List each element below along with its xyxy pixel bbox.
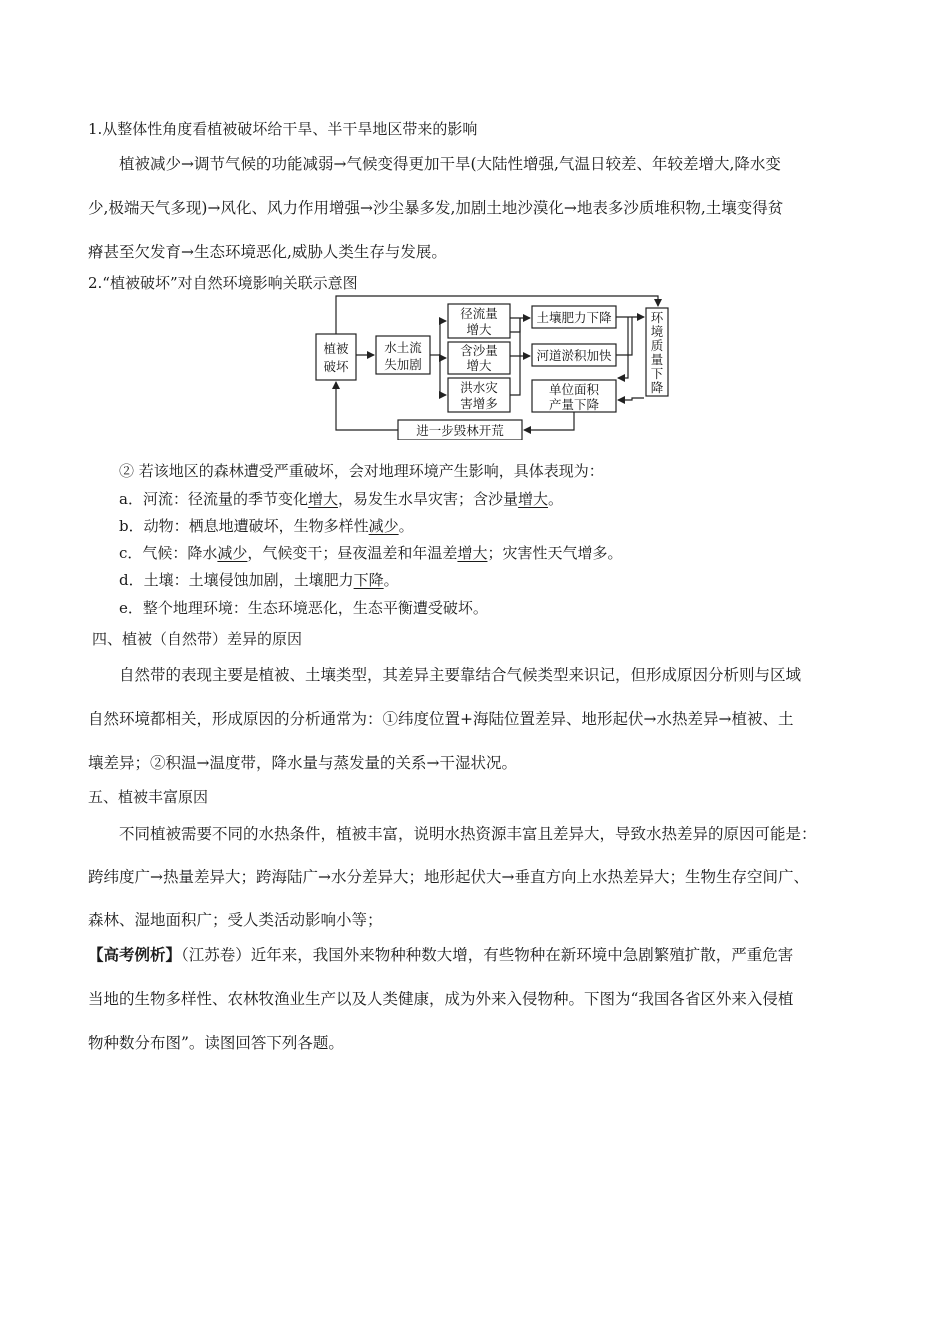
box-text: 进一步毁林开荒 (416, 423, 504, 438)
section5-paragraph-line1: 不同植被需要不同的水热条件，植被丰富，说明水热资源丰富且差异大，导致水热差异的原因可能是： (119, 825, 817, 843)
box-flood (448, 378, 510, 412)
box-text: 破坏 (323, 359, 349, 374)
box-further-deforestation (398, 420, 522, 440)
box-text: 质 (650, 338, 664, 353)
forest-intro: ② 若该地区的森林遭受严重破坏，会对地理环境产生影响，具体表现为： (119, 462, 604, 480)
item-text: 。 (398, 517, 414, 535)
vegetation-impact-diagram (306, 290, 678, 440)
underlined-answer: 下降 (353, 571, 384, 589)
section1-paragraph-line1: 植被减少→调节气候的功能减弱→气候变得更加干旱(大陆性增强,气温日较差、年较差增大,降水变 (119, 155, 781, 173)
item-text: a．河流：径流量的季节变化 (119, 490, 308, 508)
box-text: 降 (650, 380, 664, 395)
box-river-silting (532, 344, 616, 366)
item-text: ，气候变干；昼夜温差和年温差 (247, 544, 458, 562)
forest-item-river (119, 488, 563, 509)
box-text: 境 (650, 324, 664, 339)
exam-example-tag: 【高考例析】 (88, 945, 182, 964)
section1-paragraph-line2: 少,极端天气多现)→风化、风力作用增强→沙尘暴多发,加剧土地沙漠化→地表多沙质堆积物,土壤变得贫 (88, 199, 784, 217)
item-text: 。 (383, 571, 399, 589)
underlined-answer: 增大 (517, 490, 548, 508)
box-text: 河道淤积加快 (536, 348, 612, 363)
box-text: 含沙量 (460, 343, 498, 358)
section4-title: 四、植被（自然带）差异的原因 (92, 630, 303, 648)
forest-item-climate (119, 542, 622, 563)
item-text: ；灾害性天气增多。 (487, 544, 623, 562)
box-text: 下 (650, 366, 664, 381)
box-sediment (448, 342, 510, 374)
item-text: c．气候：降水 (119, 544, 218, 562)
underlined-answer: 增大 (307, 490, 338, 508)
box-text: 水土流 (384, 340, 422, 355)
box-text: 环 (650, 310, 664, 325)
box-env-quality (646, 308, 668, 396)
box-runoff (448, 304, 510, 338)
section4-paragraph-line1: 自然带的表现主要是植被、土壤类型，其差异主要靠结合气候类型来识记，但形成原因分析则与区域 (119, 666, 802, 684)
section4-paragraph-line3: 壤差异；②积温→温度带，降水量与蒸发量的关系→干湿状况。 (88, 754, 517, 772)
box-text: 害增多 (460, 396, 498, 411)
box-text: 增大 (466, 322, 492, 337)
item-text: d．土壤：土壤侵蚀加剧，土壤肥力 (119, 571, 354, 589)
forest-item-soil (119, 569, 399, 590)
box-text: 单位面积 (548, 382, 600, 397)
box-soil-fertility (532, 306, 616, 328)
box-unit-yield (532, 380, 616, 412)
item-text: b．动物：栖息地遭破坏，生物多样性 (119, 517, 369, 535)
underlined-answer: 减少 (368, 517, 399, 535)
underlined-answer: 增大 (457, 544, 488, 562)
box-text: 土壤肥力下降 (536, 310, 612, 325)
box-vegetation-destroyed (316, 334, 356, 380)
box-text: 洪水灾 (460, 380, 498, 395)
section1-paragraph-line3: 瘠甚至欠发育→生态环境恶化,威胁人类生存与发展。 (88, 243, 447, 261)
section1-title: 1.从整体性角度看植被破坏给干旱、半干旱地区带来的影响 (88, 120, 478, 138)
underlined-answer: 减少 (217, 544, 248, 562)
box-text: 失加剧 (384, 357, 422, 372)
item-text: ，易发生水旱灾害；含沙量 (337, 490, 518, 508)
section5-paragraph-line2: 跨纬度广→热量差异大；跨海陆广→水分差异大；地形起伏大→垂直方向上水热差异大；生物生存空间广、 (88, 868, 809, 886)
exam-example-line3: 物种数分布图”。读图回答下列各题。 (88, 1034, 344, 1052)
box-soil-erosion (376, 336, 430, 374)
exam-example-line2: 当地的生物多样性、农林牧渔业生产以及人类健康，成为外来入侵物种。下图为“我国各省区外来入侵植 (88, 990, 794, 1008)
exam-example-text: （江苏卷）近年来，我国外来物种种数大增，有些物种在新环境中急剧繁殖扩散，严重危害 (181, 946, 794, 964)
box-text: 植被 (323, 341, 349, 356)
box-text: 量 (650, 352, 664, 367)
forest-item-animals (119, 515, 414, 536)
section2-title: 2.“植被破坏”对自然环境影响关联示意图 (88, 274, 358, 292)
exam-example-line1 (88, 943, 793, 965)
box-text: 径流量 (460, 306, 498, 321)
box-text: 增大 (466, 358, 492, 373)
section5-title: 五、植被丰富原因 (88, 788, 209, 806)
section4-paragraph-line2: 自然环境都相关，形成原因的分析通常为：①纬度位置+海陆位置差异、地形起伏→水热差异→植被、土 (88, 710, 794, 728)
section5-paragraph-line3: 森林、湿地面积广；受人类活动影响小等； (88, 911, 383, 929)
forest-item-environment: e．整个地理环境：生态环境恶化，生态平衡遭受破坏。 (119, 599, 488, 617)
item-text: 。 (548, 490, 564, 508)
box-text: 产量下降 (548, 397, 600, 412)
